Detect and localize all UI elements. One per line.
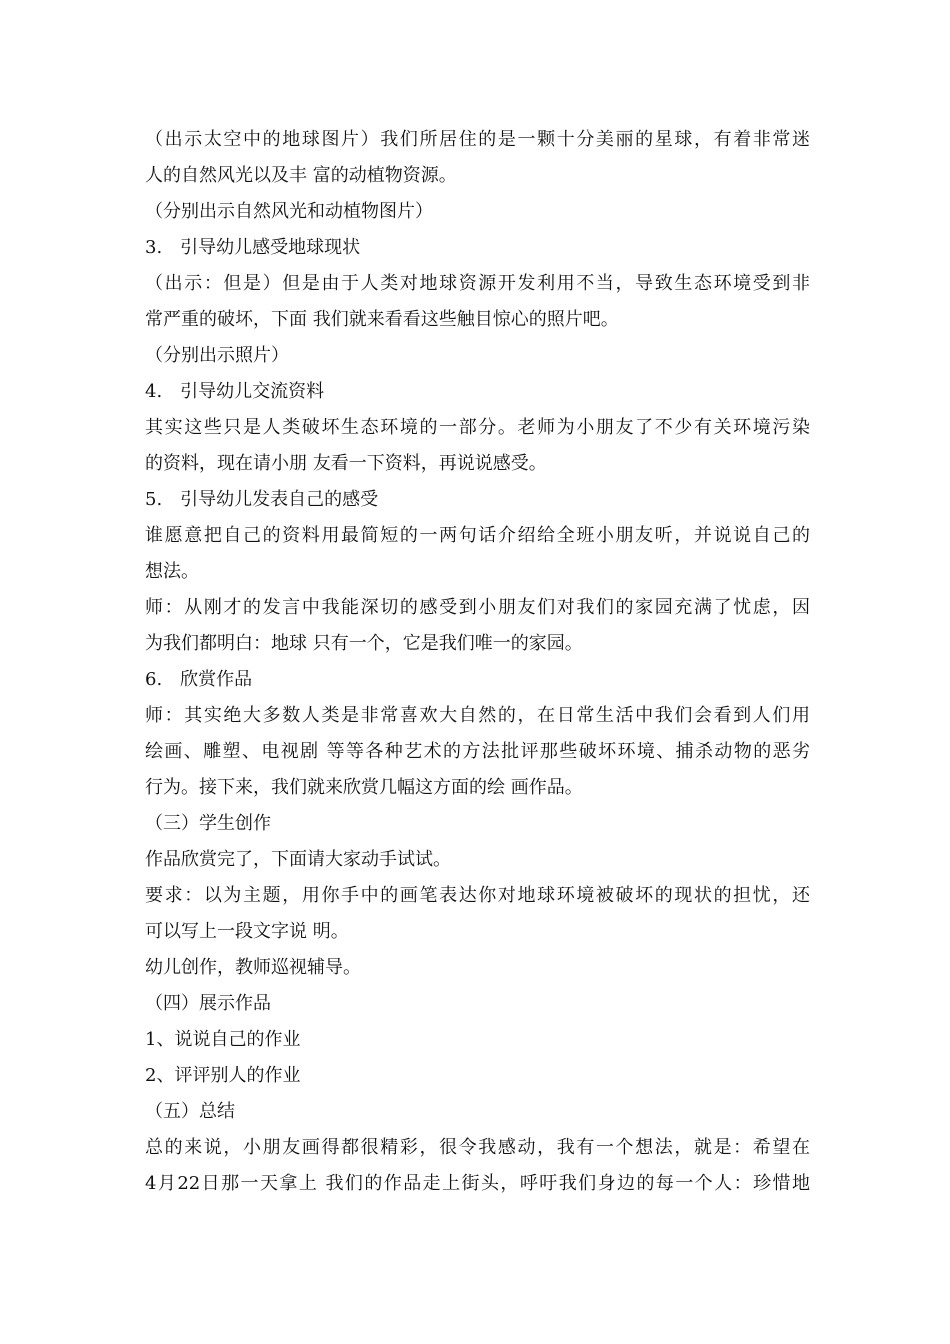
text-line: 想法。 (145, 561, 199, 582)
text-line: 4月22日那一天拿上 我们的作品走上街头，呼吁我们身边的每一个人：珍惜地 (145, 1173, 810, 1194)
section-heading: （三）学生创作 (145, 813, 271, 834)
text-line: 幼儿创作，教师巡视辅导。 (145, 957, 361, 978)
section-heading: （五）总结 (145, 1101, 235, 1122)
text-line: 总的来说，小朋友画得都很精彩，很令我感动，我有一个想法，就是：希望在 (145, 1137, 810, 1158)
section-heading: 5. 引导幼儿发表自己的感受 (145, 489, 379, 510)
text-line: 为我们都明白：地球 只有一个，它是我们唯一的家园。 (145, 633, 583, 654)
section-heading: 4. 引导幼儿交流资料 (145, 381, 325, 402)
text-line: （分别出示照片） (145, 345, 289, 366)
text-line: （分别出示自然风光和动植物图片） (145, 201, 433, 222)
document-body (145, 122, 810, 1202)
text-line: 师：其实绝大多数人类是非常喜欢大自然的，在日常生活中我们会看到人们用 (145, 705, 810, 726)
text-line: 作品欣赏完了，下面请大家动手试试。 (145, 849, 451, 870)
text-line: 绘画、雕塑、电视剧 等等各种艺术的方法批评那些破坏环境、捕杀动物的恶劣 (145, 741, 810, 762)
text-line: 要求：以为主题，用你手中的画笔表达你对地球环境被破坏的现状的担忧，还 (145, 885, 810, 906)
text-line: 可以写上一段文字说 明。 (145, 921, 349, 942)
text-line: 常严重的破坏，下面 我们就来看看这些触目惊心的照片吧。 (145, 309, 619, 330)
text-line: （出示：但是）但是由于人类对地球资源开发利用不当，导致生态环境受到非 (145, 273, 810, 294)
text-line: 其实这些只是人类破坏生态环境的一部分。老师为小朋友了不少有关环境污染 (145, 417, 810, 438)
text-line: 谁愿意把自己的资料用最简短的一两句话介绍给全班小朋友听，并说说自己的 (145, 525, 810, 546)
text-line: 人的自然风光以及丰 富的动植物资源。 (145, 165, 457, 186)
section-heading: 3. 引导幼儿感受地球现状 (145, 237, 361, 258)
section-heading: （四）展示作品 (145, 993, 271, 1014)
list-item: 1、说说自己的作业 (145, 1029, 301, 1050)
text-line: 的资料，现在请小朋 友看一下资料，再说说感受。 (145, 453, 547, 474)
text-line: （出示太空中的地球图片）我们所居住的是一颗十分美丽的星球，有着非常迷 (145, 129, 810, 150)
section-heading: 6. 欣赏作品 (145, 669, 253, 690)
text-line: 行为。接下来，我们就来欣赏几幅这方面的绘 画作品。 (145, 777, 583, 798)
list-item: 2、评评别人的作业 (145, 1065, 301, 1086)
text-line: 师：从刚才的发言中我能深切的感受到小朋友们对我们的家园充满了忧虑，因 (145, 597, 810, 618)
